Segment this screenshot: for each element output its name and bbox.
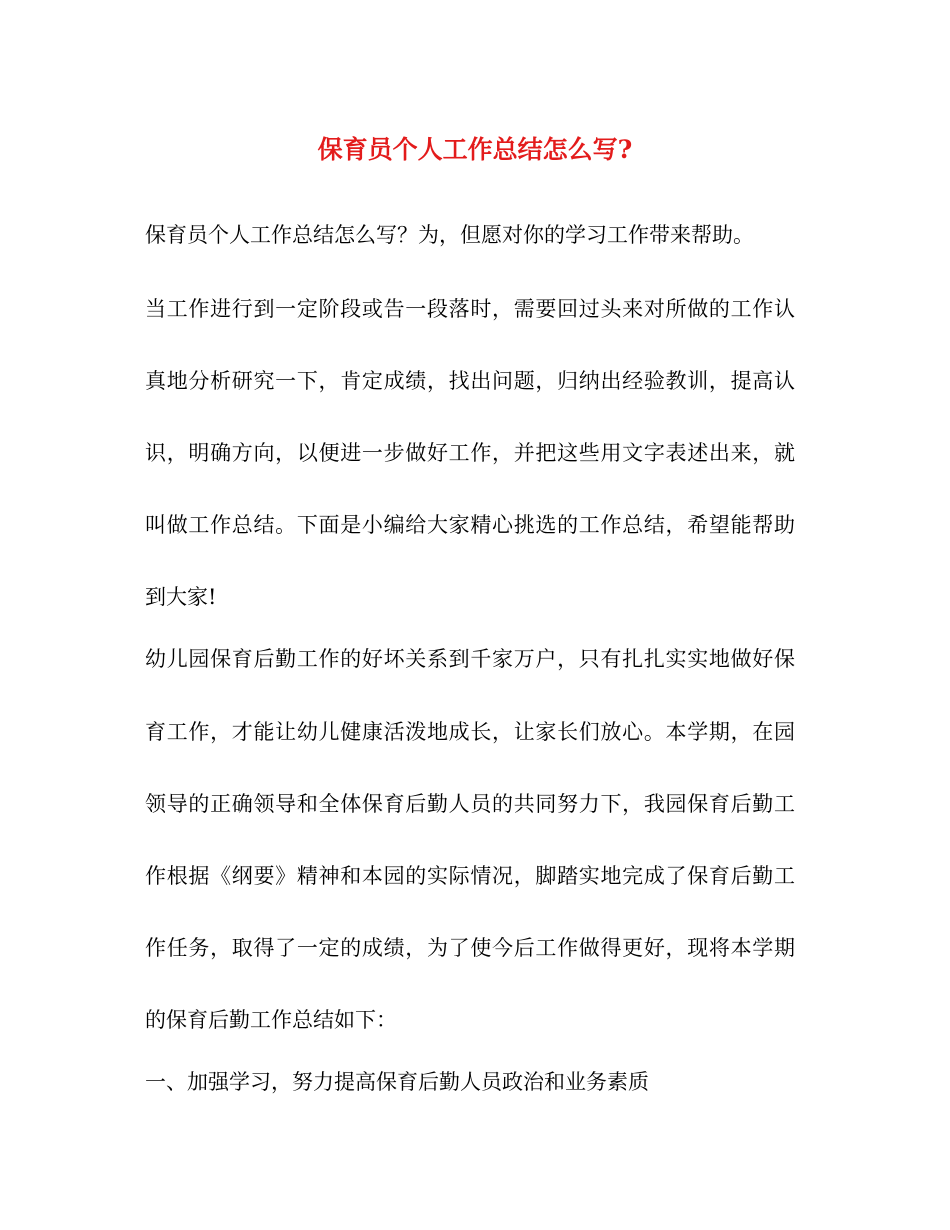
paragraph-line: 作根据《纲要》精神和本园的实际情况，脚踏实地完成了保育后勤工 [145, 864, 795, 888]
paragraph-line: 幼儿园保育后勤工作的好坏关系到千家万户，只有扎扎实实地做好保 [145, 647, 795, 671]
document-title: 保育员个人工作总结怎么写? [317, 135, 633, 164]
paragraph-line: 当工作进行到一定阶段或告一段落时，需要回过头来对所做的工作认 [145, 297, 795, 321]
paragraph-line: 识，明确方向，以便进一步做好工作，并把这些用文字表述出来，就 [145, 441, 795, 465]
paragraph-line: 真地分析研究一下，肯定成绩，找出问题，归纳出经验教训，提高认 [145, 369, 795, 393]
paragraph-line: 叫做工作总结。下面是小编给大家精心挑选的工作总结，希望能帮助 [145, 513, 795, 537]
paragraph-line: 领导的正确领导和全体保育后勤人员的共同努力下，我园保育后勤工 [145, 792, 795, 816]
paragraph-line: 的保育后勤工作总结如下： [145, 1008, 397, 1032]
paragraph-line: 到大家! [145, 585, 217, 609]
section-heading: 一、加强学习，努力提高保育后勤人员政治和业务素质 [145, 1070, 649, 1094]
paragraph-line: 作任务，取得了一定的成绩，为了使今后工作做得更好，现将本学期 [145, 936, 795, 960]
intro-line: 保育员个人工作总结怎么写？为，但愿对你的学习工作带来帮助。 [145, 223, 754, 247]
paragraph-line: 育工作，才能让幼儿健康活泼地成长，让家长们放心。本学期，在园 [145, 720, 795, 744]
